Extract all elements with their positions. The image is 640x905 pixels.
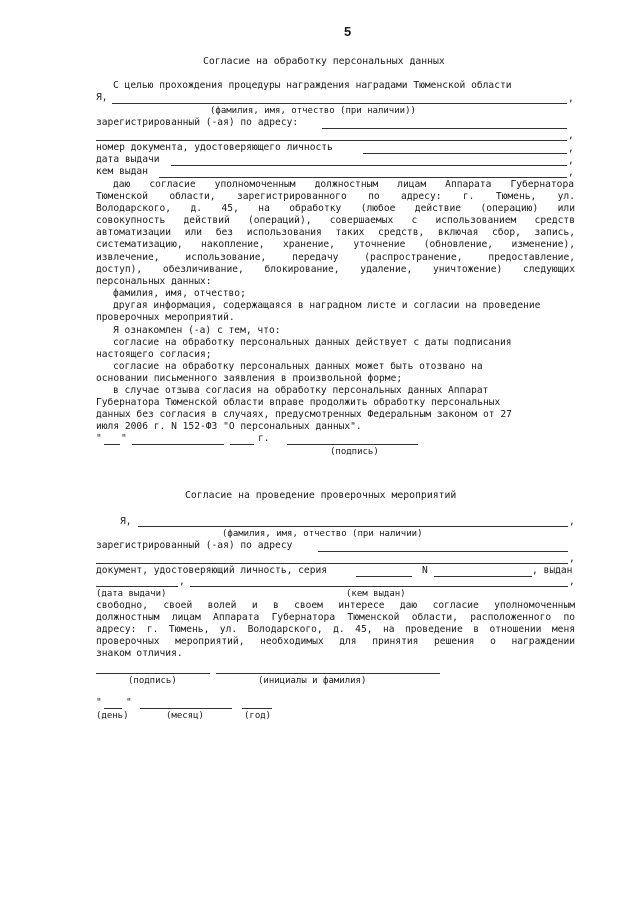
consent2-issued-label: , выдан — [532, 565, 573, 576]
consent1-address-field-2[interactable] — [96, 140, 567, 141]
consent2-month-field[interactable] — [140, 708, 232, 709]
consent1-year-suffix: г. — [258, 433, 270, 444]
consent1-title: Согласие на обработку персональных данных — [203, 56, 445, 67]
consent1-clause-2a: согласие на обработку персональных данных может быть отозвано на — [113, 361, 483, 372]
consent2-quote-close: " — [126, 697, 132, 708]
consent1-item-2b: проверочных мероприятий. — [96, 312, 235, 323]
consent1-issue-date-field[interactable] — [171, 165, 567, 166]
consent2-number-label: N — [422, 565, 428, 576]
consent2-number-field[interactable] — [434, 576, 532, 577]
comma: , — [568, 143, 574, 154]
consent2-name-field[interactable] — [138, 526, 568, 527]
consent2-year-caption: (год) — [244, 711, 272, 721]
consent1-clause-1b: настоящего согласия; — [96, 349, 212, 360]
comma: , — [569, 553, 575, 564]
consent2-issue-date-caption: (дата выдачи) — [96, 589, 167, 599]
consent2-initials-field[interactable] — [216, 673, 440, 674]
consent2-issued-by-caption: (кем выдан) — [346, 589, 406, 599]
consent1-signature-caption: (подпись) — [330, 447, 379, 457]
consent1-year-field[interactable] — [230, 444, 254, 445]
consent2-day-caption: (день) — [96, 711, 129, 721]
consent2-title: Согласие на проведение проверочных мероприятий — [185, 490, 457, 501]
consent2-signature-caption: (подпись) — [128, 676, 177, 686]
consent1-body: даю согласие уполномоченным должностным лицам Аппарата Губернатора Тюменской области, зарегистрированного по адресу: г. Тюмень, ул. Володарского, д. 45, на обработку (любое действие (операцию) или совокупность действий (операций), совершаемых с использованием средств автоматизации или без использования таких средств, включая сбор, запись, систематизацию, накопление, хранение, уточнение (обновление, изменение), извлечение, использование, передачу (распространение, предоставление, доступ), обезличивание, блокирование, удаление, уничтожение) следующих персональных данных: — [96, 179, 575, 287]
consent1-issued-by-label: кем выдан — [96, 166, 148, 177]
comma: , — [568, 155, 574, 166]
consent1-purpose: С целью прохождения процедуры награждения наградами Тюменской области — [113, 80, 512, 91]
consent1-clause-2b: основании письменного заявления в произвольной форме; — [96, 373, 403, 384]
consent1-name-caption: (фамилия, имя, отчество (при наличии)) — [210, 106, 416, 116]
comma: , — [569, 576, 575, 587]
consent2-month-caption: (месяц) — [166, 711, 204, 721]
consent2-day-field[interactable] — [104, 708, 122, 709]
consent1-doc-label: номер документа, удостоверяющего личность — [96, 142, 333, 153]
consent2-issue-date-field[interactable] — [96, 586, 178, 587]
consent1-clause-3d: июля 2006 г. N 152-ФЗ "О персональных данных". — [96, 421, 362, 432]
consent1-month-field[interactable] — [132, 444, 224, 445]
consent1-clause-3b: Губернатора Тюменской области вправе продолжить обработку персональных — [96, 397, 501, 408]
consent1-i-label: Я, — [96, 92, 108, 103]
consent2-body: свободно, своей волей и в своем интересе даю согласие уполномоченным должностным лицам Аппарата Губернатора Тюменской области, расположенного по адресу: г. Тюмень, ул. Володарского, д. 45, на проведение в отношении меня проверочных мероприятий, необходимых для принятия решения о награждении знаком отличия. — [96, 600, 575, 660]
consent2-issued-by-field[interactable] — [190, 586, 568, 587]
consent1-date-quote-close: " — [121, 433, 127, 444]
consent1-issue-date-label: дата выдачи — [96, 154, 160, 165]
consent2-address-field-1[interactable] — [318, 551, 568, 552]
consent1-item-2a: другая информация, содержащаяся в наградном листе и согласии на проведение — [113, 300, 541, 311]
consent2-signature-field[interactable] — [96, 673, 210, 674]
consent2-address-field-2[interactable] — [96, 563, 568, 564]
consent1-address-label: зарегистрированный (-ая) по адресу: — [96, 117, 299, 128]
comma: , — [569, 516, 575, 527]
comma: , — [568, 130, 574, 141]
comma: , — [568, 93, 574, 104]
consent2-i-label: Я, — [120, 516, 132, 527]
consent2-address-label: зарегистрированный (-ая) по адресу — [96, 540, 293, 551]
consent2-quote-open: " — [96, 697, 102, 708]
consent1-date-quote-open: " — [96, 433, 102, 444]
consent2-series-field[interactable] — [356, 576, 412, 577]
consent1-address-field-1[interactable] — [322, 128, 567, 129]
consent1-clause-3c: данных без согласия в случаях, предусмотренных Федеральным законом от 27 — [96, 409, 512, 420]
consent1-doc-field[interactable] — [363, 153, 567, 154]
consent1-item-1: фамилия, имя, отчество; — [113, 288, 246, 299]
comma: , — [179, 576, 185, 587]
consent1-clause-1a: согласие на обработку персональных данных действует с даты подписания — [113, 337, 512, 348]
consent1-signature-field[interactable] — [287, 444, 418, 445]
comma: , — [568, 167, 574, 178]
consent1-issued-by-field[interactable] — [159, 177, 567, 178]
consent2-year-field[interactable] — [242, 708, 272, 709]
consent2-name-caption: (фамилия, имя, отчество (при наличии) — [222, 529, 423, 539]
consent1-day-field[interactable] — [104, 444, 120, 445]
consent1-clause-3a: в случае отзыва согласия на обработку персональных данных Аппарат — [113, 385, 489, 396]
consent2-doc-label: документ, удостоверяющий личность, серия — [96, 565, 328, 576]
consent1-acknowledge: Я ознакомлен (-а) с тем, что: — [113, 325, 281, 336]
consent2-initials-caption: (инициалы и фамилия) — [258, 676, 367, 686]
page-number: 5 — [344, 24, 352, 39]
consent1-name-field[interactable] — [112, 103, 567, 104]
